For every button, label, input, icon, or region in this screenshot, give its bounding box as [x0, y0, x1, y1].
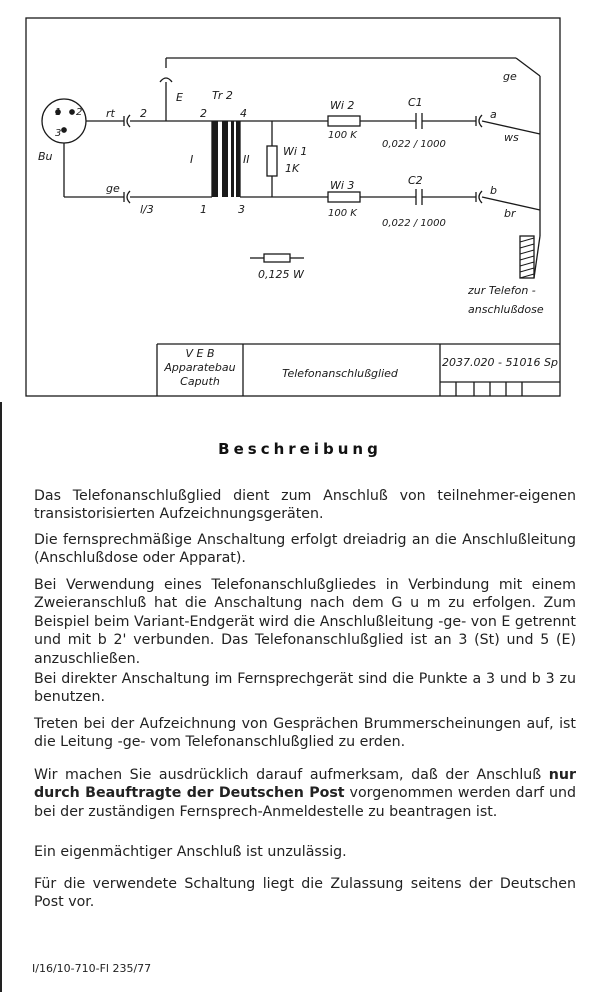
paragraph-purpose: Das Telefonanschlußglied dient zum Anschluß von teilnehmer-eigenen transistorisierten Aufzeichnungsgeräten. — [34, 488, 576, 523]
drawing-frame — [26, 18, 560, 396]
label-wi2-name: Wi 2 — [330, 99, 355, 112]
label-pin-2-left: 2 — [140, 107, 147, 120]
label-wire-ws: ws — [504, 131, 519, 144]
label-c1-value: 0,022 / 1000 — [382, 139, 446, 150]
label-bu: Bu — [38, 150, 53, 163]
titleblock-company-1: V E B — [185, 347, 215, 360]
label-pin-13: l/3 — [140, 203, 154, 216]
titleblock-company-2: Apparatebau — [164, 361, 236, 374]
label-wire-ge-right: ge — [503, 70, 517, 83]
paragraph-connection: Die fernsprechmäßige Anschaltung erfolgt dreiadrig an die Anschlußleitung (Anschlußdose oder Apparat). — [34, 532, 576, 567]
label-wi1-name: Wi 1 — [283, 145, 308, 158]
label-wi3-value: 100 K — [328, 208, 357, 219]
label-earth: E — [176, 91, 183, 104]
label-wire-br: br — [504, 207, 516, 220]
label-pin-3: 3 — [55, 128, 62, 139]
titleblock-title: Telefonanschlußglied — [282, 367, 398, 380]
paragraph-approval: Für die verwendete Schaltung liegt die Zulassung seitens der Deutschen Post vor. — [34, 876, 576, 911]
paragraph-party-line: Bei Verwendung eines Telefonanschlußgliedes in Verbindung mit einem Zweieranschluß hat die Anschaltung nach dem G u m zu erfolgen. Zum Beispiel beim Variant-Endgerät wird die Anschlußleitung -ge- von E getrennt und mit b 2' verbunden. Das Telefonanschlußglied ist an 3 (St) und 5 (E) anzuschließen. — [34, 577, 576, 667]
titleblock-company-3: Caputh — [180, 375, 220, 388]
label-wire-ge-left: ge — [106, 182, 120, 195]
label-transformer: Tr 2 — [212, 89, 233, 102]
authorization-text-after: vorgenommen werden darf und bei der zuständigen Fernsprech-Anmeldestelle zu beantragen ist. — [34, 785, 576, 820]
label-out-b: b — [490, 184, 497, 197]
print-code: I/16/10-710-Fl 235/77 — [32, 962, 152, 975]
label-wi1-value: 1K — [285, 162, 300, 175]
label-wi2-value: 100 K — [328, 130, 357, 141]
label-c2-name: C2 — [408, 174, 423, 187]
authorization-text-before: Wir machen Sie ausdrücklich darauf aufmerksam, daß der Anschluß — [34, 767, 549, 783]
label-out-a: a — [490, 108, 497, 121]
authorization-emphasis: nur durch Beauftragte der Deutschen Post — [34, 767, 576, 802]
label-destination-2: anschlußdose — [468, 303, 544, 316]
paragraph-unauthorized: Ein eigenmächtiger Anschluß ist unzulässig. — [34, 844, 347, 860]
label-c2-value: 0,022 / 1000 — [382, 218, 446, 229]
label-tr-pin-1: 1 — [200, 203, 207, 216]
paragraph-hum: Treten bei der Aufzeichnung von Gesprächen Brummerscheinungen auf, ist die Leitung -ge- vom Telefonanschlußglied zu erden. — [34, 716, 576, 751]
label-primary: I — [190, 153, 194, 166]
transformer-core — [212, 121, 240, 197]
circuit-schematic — [0, 0, 600, 400]
label-pin-2: 2 — [76, 107, 83, 118]
label-wire-rt: rt — [106, 107, 115, 120]
titleblock-drawing-number: 2037.020 - 51016 Sp — [442, 356, 558, 369]
label-resistor-legend: 0,125 W — [258, 268, 304, 281]
cable-plug — [520, 236, 540, 278]
label-tr-pin-3: 3 — [238, 203, 245, 216]
label-pin-1: 1 — [55, 107, 62, 118]
connector-socket — [42, 99, 86, 143]
label-tr-pin-2: 2 — [200, 107, 207, 120]
description-heading: Beschreibung — [218, 440, 382, 458]
paragraph-authorization — [34, 766, 576, 821]
paragraph-direct-connection: Bei direkter Anschaltung im Fernsprechgerät sind die Punkte a 3 und b 3 zu benutzen. — [34, 671, 576, 706]
label-secondary: II — [243, 153, 250, 166]
left-margin-line — [0, 402, 2, 992]
label-destination-1: zur Telefon - — [468, 284, 536, 297]
label-c1-name: C1 — [408, 96, 423, 109]
label-wi3-name: Wi 3 — [330, 179, 355, 192]
label-tr-pin-4: 4 — [240, 107, 247, 120]
